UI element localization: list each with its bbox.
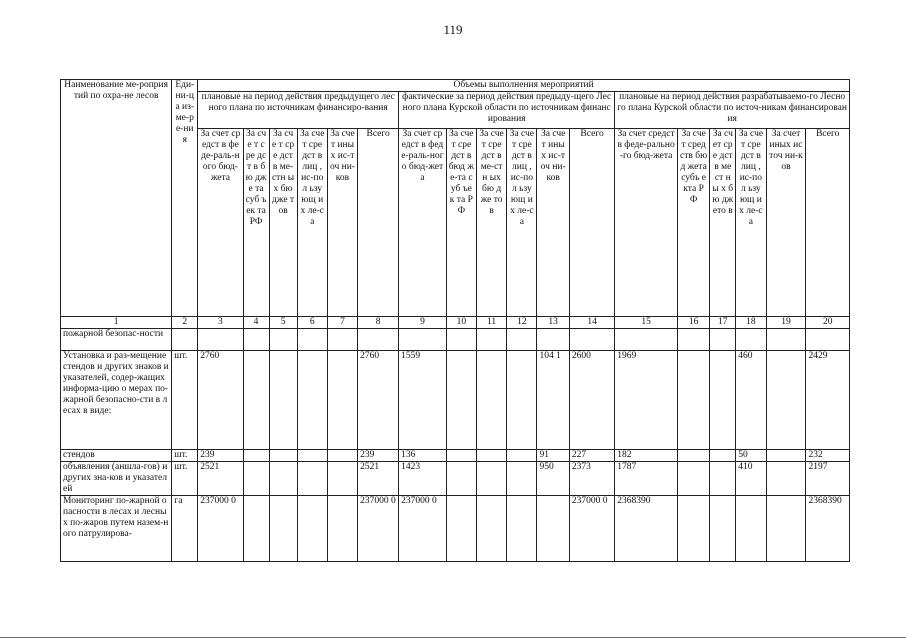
row-name: объявления (аншла-гов) и других зна-ков и указателей: [61, 462, 172, 496]
page-number: 119: [443, 22, 463, 37]
column-number: 14: [569, 317, 614, 329]
header-sub-users: За сче т сре дст в лиц , ис-пол ьзу ющ их ле-са: [297, 129, 327, 317]
cell-empty: [327, 496, 357, 562]
column-number: 20: [806, 317, 850, 329]
cell-value: 950: [537, 462, 569, 496]
cell-empty: [476, 450, 506, 462]
cell-empty: [446, 462, 476, 496]
column-number-row: [61, 317, 850, 329]
cell-value: 2521: [358, 462, 399, 496]
header-sub-total: Всего: [358, 129, 399, 317]
cell-empty: [297, 329, 327, 351]
cell-empty: [507, 496, 537, 562]
column-number: 18: [736, 317, 766, 329]
cell-value: [806, 329, 850, 351]
cell-value: 2429: [806, 351, 850, 450]
header-sub-users-3: За сче т сре дст в лиц , ис-пол ьзу ющ их ле-са: [736, 129, 766, 317]
cell-value: 91: [537, 450, 569, 462]
cell-value: 227: [569, 450, 614, 462]
header-sub-fed: За счет средст в феде-раль-ного бюд-жета: [198, 129, 243, 317]
cell-empty: [327, 329, 357, 351]
header-sub-local-2: За сче т сре дст в ме-стн ых бю дже тов: [476, 129, 506, 317]
cell-empty: [446, 496, 476, 562]
table-row: [61, 329, 850, 351]
cell-value: 239: [198, 450, 243, 462]
cell-empty: [297, 450, 327, 462]
cell-empty: [476, 462, 506, 496]
forest-protection-table: [60, 79, 850, 562]
column-number: 10: [446, 317, 476, 329]
cell-value: [537, 496, 569, 562]
forest-protection-table-wrapper: [60, 79, 850, 562]
cell-empty: [243, 329, 269, 351]
header-name-cell: Наименование ме-роприятий по охра-не лесов: [61, 80, 172, 317]
cell-value: 460: [736, 351, 766, 450]
header-volumes-cell: Объемы выполнения мероприятий: [198, 80, 850, 92]
cell-value: 2600: [569, 351, 614, 450]
cell-empty: [297, 462, 327, 496]
cell-empty: [710, 450, 736, 462]
column-number: 16: [677, 317, 709, 329]
header-sub-local: За сче т сре дст в ме-стн ых бю дже тов: [269, 129, 297, 317]
header-sub-subj: За сче т сре дст в бю дже та суб ъек та РФ: [243, 129, 269, 317]
cell-empty: [476, 351, 506, 450]
table-row: [61, 462, 850, 496]
table-row: [61, 450, 850, 462]
cell-empty: [766, 351, 806, 450]
column-number: 1: [61, 317, 172, 329]
column-number: 9: [399, 317, 447, 329]
header-sub-subj-3: За счет сред ств бюд жета субъ екта РФ: [677, 129, 709, 317]
column-number: 3: [198, 317, 243, 329]
cell-empty: [677, 351, 709, 450]
cell-value: 104 1: [537, 351, 569, 450]
cell-value: [569, 329, 614, 351]
cell-value: [198, 329, 243, 351]
cell-value: 1969: [615, 351, 678, 450]
cell-empty: [269, 450, 297, 462]
cell-empty: [243, 496, 269, 562]
cell-empty: [297, 496, 327, 562]
column-number: 6: [297, 317, 327, 329]
cell-empty: [710, 496, 736, 562]
cell-value: 2521: [198, 462, 243, 496]
cell-value: 2373: [569, 462, 614, 496]
cell-value: [615, 329, 678, 351]
cell-empty: [507, 329, 537, 351]
cell-empty: [269, 462, 297, 496]
cell-value: 237000 0: [358, 496, 399, 562]
cell-empty: [327, 351, 357, 450]
row-name: Установка и раз-мещение стендов и других знаков и указателей, содер-жащих информа-цию о мерах по-жарной безопасно-сти в лесах в виде:: [61, 351, 172, 450]
cell-value: [358, 329, 399, 351]
cell-value: [537, 329, 569, 351]
cell-empty: [446, 351, 476, 450]
column-number: 11: [476, 317, 506, 329]
column-number: 5: [269, 317, 297, 329]
cell-empty: [766, 329, 806, 351]
row-name: пожарной безопас-ности: [61, 329, 172, 351]
cell-empty: [766, 496, 806, 562]
column-number: 17: [710, 317, 736, 329]
row-unit: га: [172, 496, 198, 562]
cell-value: 182: [615, 450, 678, 462]
cell-value: 2368390: [806, 496, 850, 562]
cell-value: 2760: [358, 351, 399, 450]
header-sub-other: За сче т ины х ис-точ ни-ков: [327, 129, 357, 317]
cell-value: 50: [736, 450, 766, 462]
cell-empty: [476, 329, 506, 351]
cell-empty: [677, 496, 709, 562]
cell-empty: [710, 351, 736, 450]
column-number: 19: [766, 317, 806, 329]
cell-empty: [507, 351, 537, 450]
header-sub-users-2: За сче т сре дст в лиц , ис-пол ьзу ющ их ле-са: [507, 129, 537, 317]
row-name: стендов: [61, 450, 172, 462]
cell-value: [736, 329, 766, 351]
header-group-planned-prev: плановые на период действия предыдущего лесного плана по источникам финансиро-вания: [198, 92, 399, 129]
cell-value: 237000 0: [569, 496, 614, 562]
cell-value: 1559: [399, 351, 447, 450]
header-sub-total-2: Всего: [569, 129, 614, 317]
cell-empty: [327, 450, 357, 462]
cell-value: 2368390: [615, 496, 678, 562]
cell-value: 237000 0: [198, 496, 243, 562]
cell-value: [736, 496, 766, 562]
header-sub-other-3: За счет иных источ ни-ков: [766, 129, 806, 317]
row-unit: шт.: [172, 450, 198, 462]
cell-empty: [677, 462, 709, 496]
table-row: [61, 496, 850, 562]
cell-empty: [507, 462, 537, 496]
header-sub-local-3: За сч ет сре дст в ме ст ны х бю дж ето в: [710, 129, 736, 317]
cell-empty: [269, 329, 297, 351]
cell-empty: [507, 450, 537, 462]
column-number: 8: [358, 317, 399, 329]
cell-value: 237000 0: [399, 496, 447, 562]
cell-empty: [327, 462, 357, 496]
cell-empty: [446, 450, 476, 462]
column-number: 2: [172, 317, 198, 329]
cell-empty: [710, 462, 736, 496]
cell-empty: [677, 450, 709, 462]
cell-empty: [446, 329, 476, 351]
column-number: 13: [537, 317, 569, 329]
header-sub-total-3: Всего: [806, 129, 850, 317]
cell-empty: [269, 351, 297, 450]
column-number: 4: [243, 317, 269, 329]
cell-value: 2760: [198, 351, 243, 450]
table-row: [61, 351, 850, 450]
column-number: 15: [615, 317, 678, 329]
header-sub-fed-2: За счет средст в феде-раль-ного бюд-жета: [399, 129, 447, 317]
header-unit-cell: Еди-ни-ца из-ме-ре-ния: [172, 80, 198, 317]
column-number: 7: [327, 317, 357, 329]
cell-value: 2197: [806, 462, 850, 496]
cell-empty: [243, 351, 269, 450]
cell-empty: [677, 329, 709, 351]
row-unit: шт.: [172, 351, 198, 450]
row-unit: шт.: [172, 462, 198, 496]
cell-empty: [476, 496, 506, 562]
cell-value: 410: [736, 462, 766, 496]
cell-value: 136: [399, 450, 447, 462]
cell-value: 239: [358, 450, 399, 462]
cell-value: 1787: [615, 462, 678, 496]
row-name: Мониторинг по-жарной опасности в лесах и лесных по-жаров путем назем-ного патрулирова-: [61, 496, 172, 562]
header-sub-fed-3: За счет средств феде-рально-го бюд-жета: [615, 129, 678, 317]
cell-empty: [766, 450, 806, 462]
cell-empty: [269, 496, 297, 562]
cell-empty: [297, 351, 327, 450]
cell-empty: [243, 450, 269, 462]
cell-value: 232: [806, 450, 850, 462]
header-group-actual-prev: фактические за период действия предыду-щего Лесного плана Курской области по источникам финансирования: [399, 92, 615, 129]
cell-empty: [243, 462, 269, 496]
column-number: 12: [507, 317, 537, 329]
cell-empty: [710, 329, 736, 351]
row-unit: [172, 329, 198, 351]
header-sub-subj-2: За счет сре дст в бюд же-та суб ъек та РФ: [446, 129, 476, 317]
header-group-planned-new: плановые на период действия разрабатываемо-го Лесного плана Курской области по источ-никам финансирования: [615, 92, 850, 129]
cell-value: [399, 329, 447, 351]
cell-empty: [766, 462, 806, 496]
header-sub-other-2: За сче т ины х ис-точ ни-ков: [537, 129, 569, 317]
page-bottom-rule: [0, 637, 906, 638]
cell-value: 1423: [399, 462, 447, 496]
